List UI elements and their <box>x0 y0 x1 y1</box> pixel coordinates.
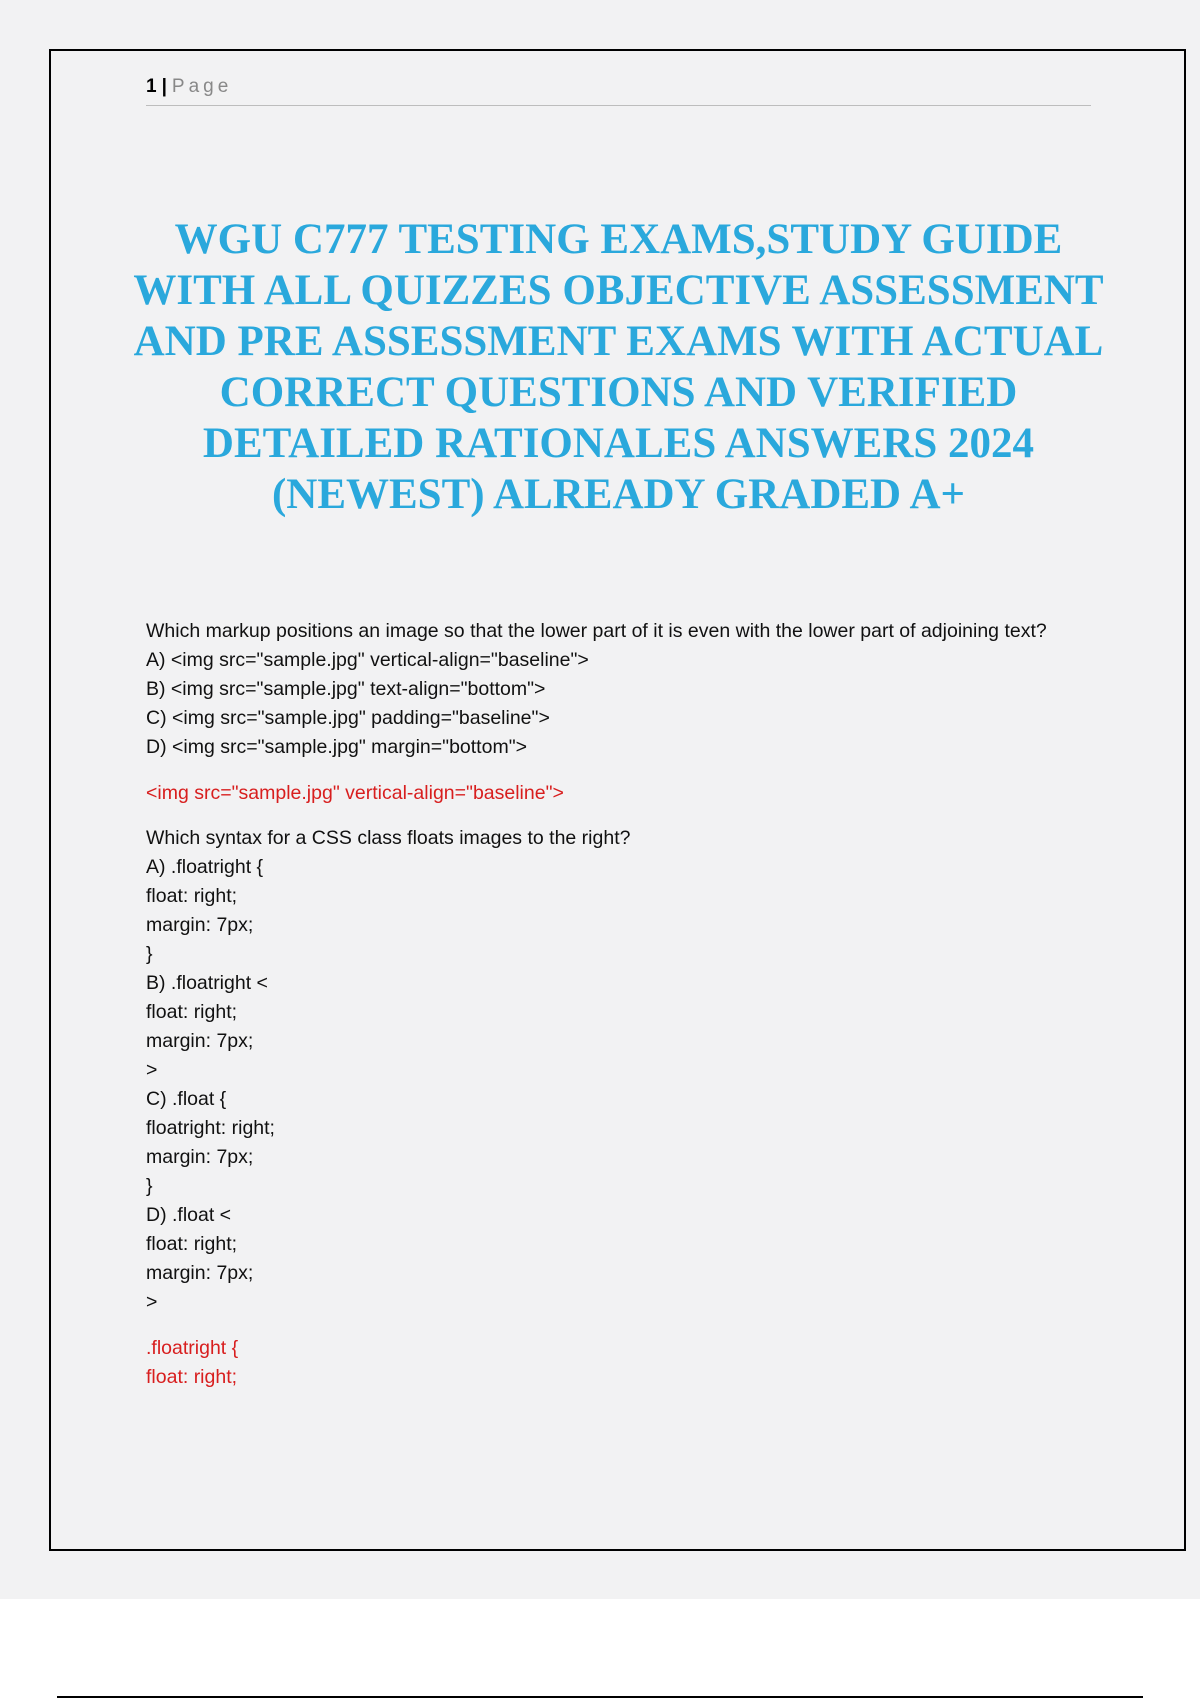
option-line: } <box>146 1175 153 1197</box>
option-line: float: right; <box>146 1233 238 1255</box>
document-page <box>49 49 1186 1551</box>
page-label: Page <box>171 76 233 97</box>
option-d: D) <img src="sample.jpg" margin="bottom"> <box>146 736 528 758</box>
option-line: margin: 7px; <box>146 1146 254 1168</box>
document-title: WGU C777 TESTING EXAMS,STUDY GUIDE WITH ALL QUIZZES OBJECTIVE ASSESSMENT AND PRE ASSESSMENT EXAMS WITH ACTUAL CORRECT QUESTIONS AND VERIFIED DETAILED RATIONALES ANSWERS 2024 (NEWEST) ALREADY GRADED A+ <box>133 216 1104 518</box>
next-page-strip <box>0 1599 1200 1700</box>
option-line: D) .float < <box>146 1204 232 1226</box>
option-line: floatright: right; <box>146 1117 275 1139</box>
option-line: > <box>146 1059 158 1081</box>
option-line: C) .float { <box>146 1088 227 1110</box>
correct-answer: float: right; <box>146 1366 238 1388</box>
option-line: margin: 7px; <box>146 1262 254 1284</box>
correct-answer: <img src="sample.jpg" vertical-align="baseline"> <box>146 782 564 804</box>
page-header <box>146 75 1091 106</box>
option-line: margin: 7px; <box>146 1030 254 1052</box>
option-line: B) .floatright < <box>146 972 268 994</box>
question-text: Which syntax for a CSS class floats images to the right? <box>146 827 631 849</box>
option-line: } <box>146 943 153 965</box>
option-c: C) <img src="sample.jpg" padding="baseline"> <box>146 707 550 729</box>
option-line: float: right; <box>146 1001 238 1023</box>
option-a: A) <img src="sample.jpg" vertical-align="baseline"> <box>146 649 589 671</box>
correct-answer: .floatright { <box>146 1337 239 1359</box>
option-line: A) .floatright { <box>146 856 264 878</box>
option-line: float: right; <box>146 885 238 907</box>
option-line: > <box>146 1291 158 1313</box>
header-separator: | <box>161 76 167 97</box>
page-number: 1 <box>146 76 157 97</box>
option-b: B) <img src="sample.jpg" text-align="bottom"> <box>146 678 546 700</box>
document-content <box>146 617 1106 1392</box>
page-divider <box>57 1696 1143 1698</box>
question-text: Which markup positions an image so that the lower part of it is even with the lower part of adjoining text? <box>146 620 1047 642</box>
option-line: margin: 7px; <box>146 914 254 936</box>
